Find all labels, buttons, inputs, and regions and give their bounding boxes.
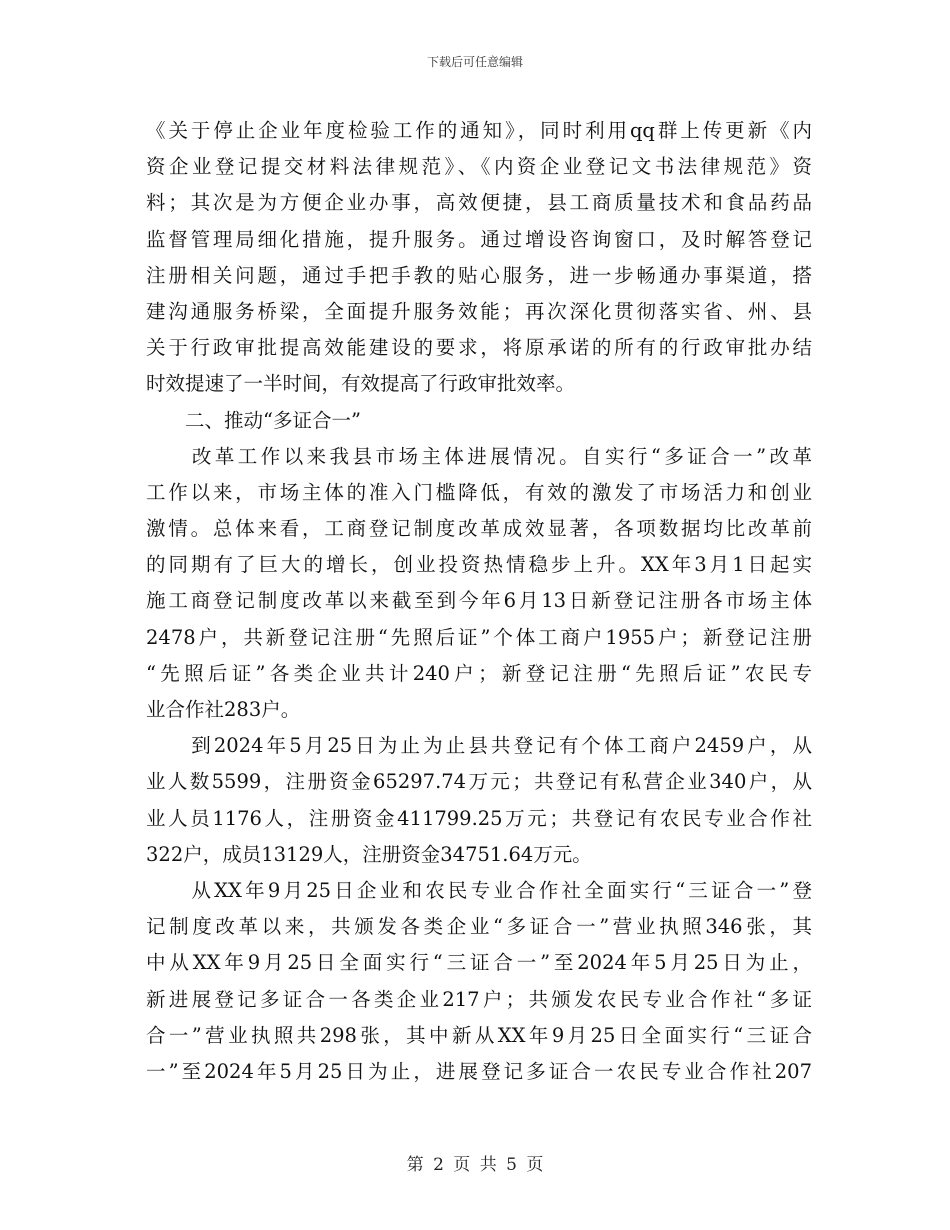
section-heading: 二、推动“多证合一” — [146, 408, 361, 432]
body-line: 注册相关问题，通过手把手教的贴心服务，进一步畅通办事渠道，搭 — [146, 263, 812, 287]
page-number-footer: 第 2 页 共 5 页 — [406, 1155, 544, 1175]
body-line: 一”至2024年5月25日为止，进展登记多证合一农民专业合作社207 — [146, 1059, 812, 1083]
body-line: 关于行政审批提高效能建设的要求，将原承诺的所有的行政审批办结 — [146, 336, 812, 360]
body-line: 业人数5599，注册资金65297.74万元；共登记有私营企业340户，从 — [146, 770, 812, 794]
body-line: 业合作社283户。 — [146, 698, 301, 721]
body-line: 建沟通服务桥梁，全面提升服务效能；再次深化贯彻落实省、州、县 — [146, 299, 812, 323]
body-line: 资企业登记提交材料法律规范》、《内资企业登记文书法律规范》资 — [146, 155, 812, 179]
body-line: 监督管理局细化措施，提升服务。通过增设咨询窗口，及时解答登记 — [146, 227, 812, 251]
body-line: 工作以来，市场主体的准入门槛降低，有效的激发了市场活力和创业 — [146, 480, 812, 504]
body-line: 改革工作以来我县市场主体进展情况。自实行“多证合一”改革 — [146, 444, 812, 468]
body-line: 记制度改革以来，共颁发各类企业“多证合一”营业执照346张，其 — [146, 915, 812, 939]
body-line: 时效提速了一半时间，有效提高了行政审批效率。 — [146, 372, 576, 396]
body-line: 料；其次是为方便企业办事，高效便捷，县工商质量技术和食品药品 — [146, 191, 812, 215]
body-line: 2478户，共新登记注册“先照后证”个体工商户1955户；新登记注册 — [146, 625, 812, 649]
page-header: 下载后可任意编辑 — [426, 55, 523, 69]
body-line: 322户，成员13129人，注册资金34751.64万元。 — [146, 842, 592, 866]
body-line: 从XX年9月25日企业和农民专业合作社全面实行“三证合一”登 — [146, 878, 812, 902]
body-line: 《关于停止企业年度检验工作的通知》，同时利用qq群上传更新《内 — [146, 119, 812, 142]
body-line: 到2024年5月25日为止为止县共登记有个体工商户2459户，从 — [146, 734, 812, 758]
body-line: “先照后证”各类企业共计240户；新登记注册“先照后证”农民专 — [146, 661, 812, 685]
body-line: 的同期有了巨大的增长，创业投资热情稳步上升。XX年3月1日起实 — [146, 553, 812, 577]
body-line: 合一”营业执照共298张，其中新从XX年9月25日全面实行“三证合 — [146, 1023, 812, 1047]
body-line: 业人员1176人，注册资金411799.25万元；共登记有农民专业合作社 — [146, 806, 812, 830]
body-line: 施工商登记制度改革以来截至到今年6月13日新登记注册各市场主体 — [146, 589, 812, 613]
body-line: 新进展登记多证合一各类企业217户；共颁发农民专业合作社“多证 — [146, 987, 812, 1011]
document-body — [146, 113, 812, 1090]
body-line: 激情。总体来看，工商登记制度改革成效显著，各项数据均比改革前 — [146, 517, 812, 541]
body-line: 中从XX年9月25日全面实行“三证合一”至2024年5月25日为止， — [146, 951, 812, 975]
